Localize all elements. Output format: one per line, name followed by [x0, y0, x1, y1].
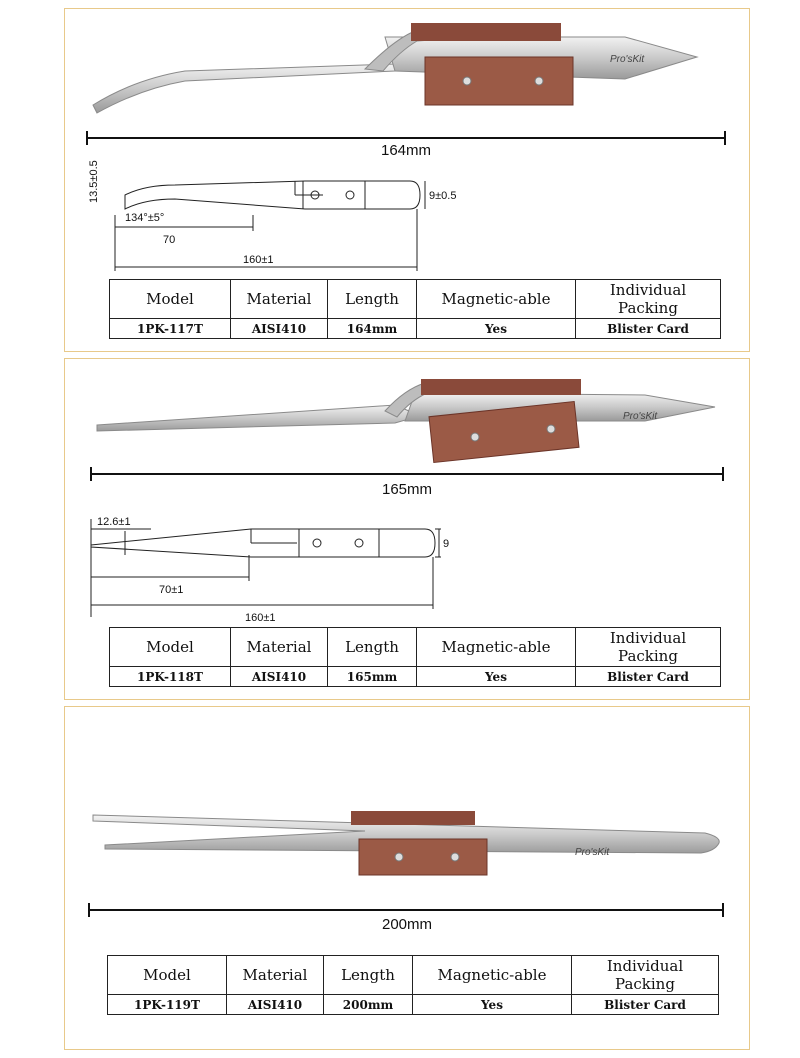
- brand-label: Pro'sKit: [610, 54, 645, 65]
- technical-drawing-117t: [65, 9, 751, 279]
- brand-label: Pro'sKit: [575, 847, 610, 858]
- tip-dimension: 13.5±0.5: [88, 160, 100, 203]
- header-model: Model: [108, 956, 227, 995]
- width-dimension: 9±0.5: [429, 190, 457, 202]
- header-length: Length: [328, 280, 417, 319]
- length-label: 165mm: [381, 481, 433, 498]
- length-label: 200mm: [381, 916, 433, 933]
- product-panel-118t: [64, 358, 750, 700]
- brand-label: Pro'sKit: [623, 411, 658, 422]
- cell-length: 165mm: [328, 667, 417, 687]
- spec-table-118t: [109, 627, 721, 687]
- total-length-dimension: 160±1: [243, 254, 274, 266]
- tip-length-dimension: 70: [163, 234, 176, 246]
- cell-length: 200mm: [324, 995, 413, 1015]
- cell-length: 164mm: [328, 319, 417, 339]
- cell-packing: Blister Card: [576, 667, 721, 687]
- header-material: Material: [231, 280, 328, 319]
- header-model: Model: [110, 628, 231, 667]
- cell-packing: Blister Card: [576, 319, 721, 339]
- cell-magnetic: Yes: [417, 319, 576, 339]
- cell-model: 1PK-119T: [108, 995, 227, 1015]
- header-packing: Individual Packing: [576, 628, 721, 667]
- header-magnetic: Magnetic-able: [413, 956, 572, 995]
- cell-material: AISI410: [231, 319, 328, 339]
- header-magnetic: Magnetic-able: [417, 628, 576, 667]
- product-panel-119t: [64, 706, 750, 1050]
- angle-dimension: 134°±5°: [125, 212, 165, 224]
- header-length: Length: [324, 956, 413, 995]
- cell-material: AISI410: [227, 995, 324, 1015]
- header-length: Length: [328, 628, 417, 667]
- cell-model: 1PK-118T: [110, 667, 231, 687]
- length-label: 164mm: [380, 142, 432, 159]
- header-material: Material: [231, 628, 328, 667]
- tip-dimension: 12.6±1: [97, 516, 131, 528]
- tip-length-dimension: 70±1: [159, 584, 184, 596]
- header-model: Model: [110, 280, 231, 319]
- header-packing: Individual Packing: [576, 280, 721, 319]
- spec-table-117t: [109, 279, 721, 339]
- cell-model: 1PK-117T: [110, 319, 231, 339]
- width-dimension: 9: [443, 538, 450, 550]
- cell-magnetic: Yes: [417, 667, 576, 687]
- cell-packing: Blister Card: [572, 995, 719, 1015]
- product-panel-117t: [64, 8, 750, 352]
- total-length-dimension: 160±1: [245, 612, 276, 624]
- header-magnetic: Magnetic-able: [417, 280, 576, 319]
- cell-magnetic: Yes: [413, 995, 572, 1015]
- cell-material: AISI410: [231, 667, 328, 687]
- header-material: Material: [227, 956, 324, 995]
- header-packing: Individual Packing: [572, 956, 719, 995]
- tweezer-image-long: [65, 707, 751, 907]
- technical-drawing-118t: [65, 359, 751, 629]
- spec-table-119t: [107, 955, 719, 1015]
- length-dimension-line: [89, 909, 723, 911]
